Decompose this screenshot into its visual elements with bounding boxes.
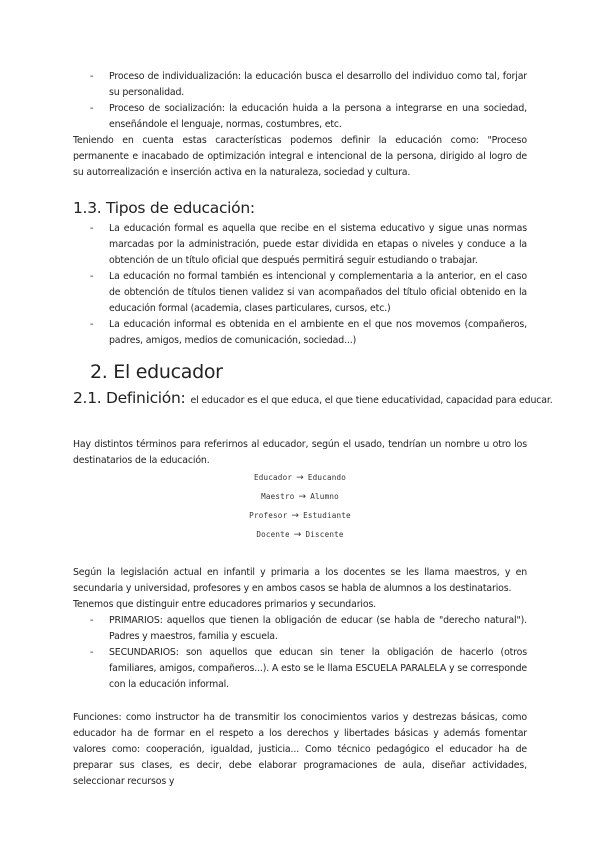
handwritten-pair [0, 473, 600, 483]
arrow-icon: → [296, 473, 304, 483]
bullet-text: La educación informal es obtenida en el ambiente en el que nos movemos (compañeros, padres, amigos, medios de comunicación, sociedad...) [109, 319, 527, 346]
terms-paragraph: Hay distintos términos para referirnos al educador, según el usado, tendrían un nombre u otro los destinatarios de la educación. [73, 439, 527, 466]
handwritten-pair [0, 492, 600, 502]
bullet-dash: - [90, 319, 94, 330]
distinction-paragraph: Tenemos que distinguir entre educadores primarios y secundarios. [73, 599, 377, 610]
educator-term: Profesor [249, 511, 288, 520]
learner-term: Estudiante [303, 511, 351, 520]
handwritten-pair [0, 530, 600, 540]
list-item [73, 317, 527, 349]
bullet-dash: - [90, 647, 94, 658]
arrow-icon: → [298, 492, 307, 502]
bullet-dash: - [90, 271, 94, 282]
list-item [73, 221, 527, 269]
bullet-text: Proceso de individualización: la educación busca el desarrollo del individuo como tal, forjar su personalidad. [109, 71, 527, 98]
bullet-dash: - [90, 615, 94, 626]
chapter-heading: 2. El educador [90, 361, 223, 383]
types-bullet-list [73, 221, 527, 349]
bullet-text: PRIMARIOS: aquellos que tienen la obligación de educar (se habla de "derecho natural"). Padres y maestros, familia y escuela. [109, 615, 527, 642]
educators-bullet-list [73, 613, 527, 693]
bullet-text: SECUNDARIOS: son aquellos que educan sin tener la obligación de hacerlo (otros familiares, amigos, compañeros...). A esto se le llama ESCUELA PARALELA y se corresponde con la educación informal. [109, 647, 527, 690]
learner-term: Discente [305, 530, 344, 539]
list-item [73, 645, 527, 693]
arrow-icon: → [291, 511, 300, 521]
educator-term: Educador [253, 473, 293, 482]
handwritten-pair [0, 511, 600, 521]
list-item [73, 269, 527, 317]
definition-heading: 2.1. Definición: [73, 389, 186, 407]
bullet-dash: - [90, 71, 94, 82]
definition-text: el educador es el que educa, el que tiene educatividad, capacidad para educar. [190, 395, 553, 406]
educator-term: Maestro [261, 492, 295, 501]
list-item [73, 101, 527, 133]
learner-term: Educando [307, 473, 347, 482]
bullet-dash: - [90, 223, 94, 234]
intro-paragraph: Teniendo en cuenta estas características podemos definir la educación como: "Proceso permanente e inacabado de optimización integral e intencional de la persona, dirigido al logro de su autorrealización e inserción activa en la naturaleza, sociedad y cultura. [73, 135, 527, 178]
learner-term: Alumno [310, 492, 339, 501]
section-heading-1-3: 1.3. Tipos de educación: [73, 199, 255, 217]
bullet-text: La educación no formal también es intencional y complementaria a la anterior, en el caso de obtención de títulos tienen validez si van acompañados del título oficial obtenido en la educación formal (academia, clases particulares, cursos, etc.) [109, 271, 527, 314]
bullet-dash: - [90, 103, 94, 114]
educator-term: Docente [256, 530, 290, 539]
intro-bullet-list [73, 69, 527, 133]
list-item [73, 69, 527, 101]
arrow-icon: → [293, 530, 302, 540]
bullet-text: Proceso de socialización: la educación huida a la persona a integrarse en una sociedad, enseñándole el lenguaje, normas, costumbres, etc. [109, 103, 527, 130]
list-item [73, 613, 527, 645]
definition-line [73, 388, 553, 407]
legislation-paragraph: Según la legislación actual en infantil y primaria a los docentes se les llama maestros, y en secundaria y universidad, profesores y en ambos casos se habla de alumnos a los destinatarios. [73, 567, 527, 594]
bullet-text: La educación formal es aquella que recibe en el sistema educativo y sigue unas normas marcadas por la administración, puede estar dividida en etapas o niveles y conduce a la obtención de un título oficial que después permitirá seguir estudiando o trabajar. [109, 223, 527, 266]
functions-paragraph: Funciones: como instructor ha de transmitir los conocimientos varios y destrezas básicas, como educador ha de formar en el respeto a los derechos y libertades básicas y además fomentar valores como: cooperación, igualdad, justicia... Como técnico pedagógico el educador ha de preparar sus clases, es decir, debe elaborar programaciones de aula, diseñar actividades, seleccionar recursos y [73, 712, 527, 787]
